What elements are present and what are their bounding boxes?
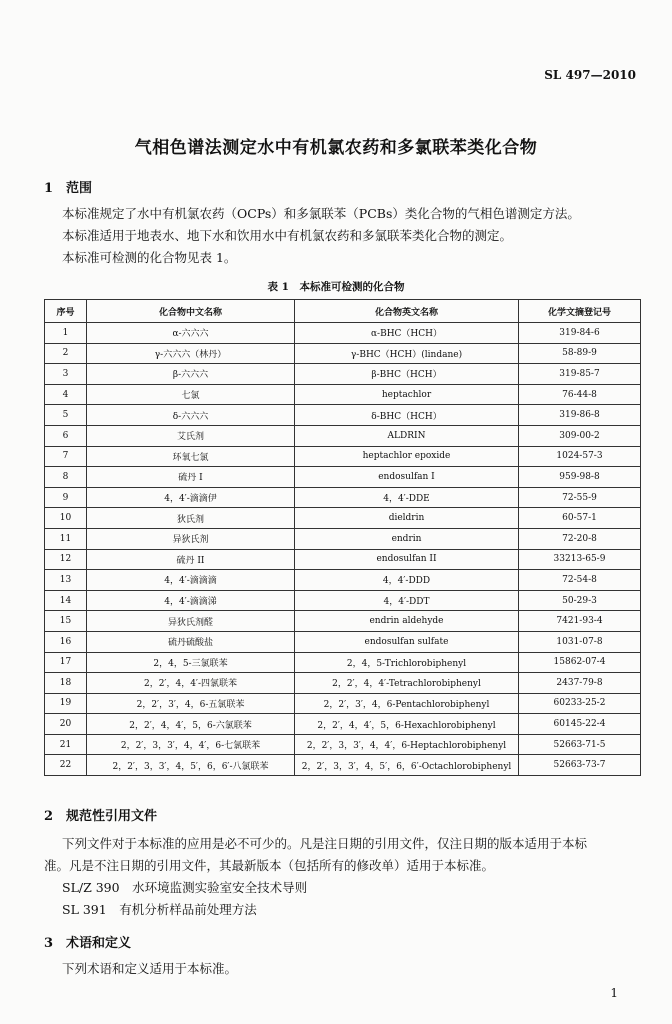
row-number: 9: [45, 487, 87, 508]
cas-number: 15862-07-4: [519, 652, 641, 673]
table-row: [45, 384, 641, 405]
row-number: 22: [45, 755, 87, 776]
chinese-name: 异狄氏剂醛: [87, 611, 295, 632]
cas-number: 7421-93-4: [519, 611, 641, 632]
cas-number: 72-55-9: [519, 487, 641, 508]
english-name: 4，4′-DDE: [295, 487, 519, 508]
cas-number: 959-98-8: [519, 467, 641, 488]
row-number: 4: [45, 384, 87, 405]
english-name: heptachlor: [295, 384, 519, 405]
chinese-name: 4，4′-滴滴涕: [87, 590, 295, 611]
row-number: 21: [45, 734, 87, 755]
table-row: [45, 673, 641, 694]
cas-number: 58-89-9: [519, 343, 641, 364]
section-title: 规范性引用文件: [66, 809, 158, 824]
table-row: [45, 323, 641, 344]
cas-number: 52663-73-7: [519, 755, 641, 776]
row-number: 12: [45, 549, 87, 570]
row-number: 19: [45, 693, 87, 714]
row-number: 14: [45, 590, 87, 611]
table-row: [45, 611, 641, 632]
header-chinese-name: 化合物中文名称: [87, 300, 295, 323]
page-number: 1: [610, 986, 618, 1000]
chinese-name: 2，2′，4，4′，5，6-六氯联苯: [87, 714, 295, 735]
cas-number: 60145-22-4: [519, 714, 641, 735]
english-name: δ-BHC（HCH）: [295, 405, 519, 426]
english-name: endrin: [295, 528, 519, 549]
section-3-paragraph: 下列术语和定义适用于本标准。: [62, 961, 238, 976]
chinese-name: α-六六六: [87, 323, 295, 344]
english-name: endosulfan II: [295, 549, 519, 570]
section-2-paragraph: 下列文件对于本标准的应用是必不可少的。凡是注日期的引用文件，仅注日期的版本适用于本标: [62, 836, 588, 851]
cas-number: 319-85-7: [519, 364, 641, 385]
cas-number: 60233-25-2: [519, 693, 641, 714]
row-number: 11: [45, 528, 87, 549]
row-number: 3: [45, 364, 87, 385]
row-number: 8: [45, 467, 87, 488]
english-name: 2，2′，3，3′，4，4′，6-Heptachlorobiphenyl: [295, 734, 519, 755]
english-name: 2，4，5-Trichlorobiphenyl: [295, 652, 519, 673]
chinese-name: 2，4，5-三氯联苯: [87, 652, 295, 673]
table-row: [45, 734, 641, 755]
cas-number: 72-20-8: [519, 528, 641, 549]
table-row: [45, 652, 641, 673]
cas-number: 72-54-8: [519, 570, 641, 591]
compound-table: [44, 299, 641, 776]
section-number: 1: [44, 181, 54, 196]
english-name: β-BHC（HCH）: [295, 364, 519, 385]
header-cas-number: 化学文摘登记号: [519, 300, 641, 323]
table-row: [45, 590, 641, 611]
table-row: [45, 364, 641, 385]
table-row: [45, 631, 641, 652]
section-2-heading: [44, 805, 157, 824]
chinese-name: 硫丹硫酸盐: [87, 631, 295, 652]
chinese-name: 异狄氏剂: [87, 528, 295, 549]
english-name: dieldrin: [295, 508, 519, 529]
section-number: 2: [44, 809, 54, 824]
table-row: [45, 405, 641, 426]
table-header-row: [45, 300, 641, 323]
cas-number: 1031-07-8: [519, 631, 641, 652]
chinese-name: 硫丹 I: [87, 467, 295, 488]
table-row: [45, 755, 641, 776]
row-number: 13: [45, 570, 87, 591]
table-row: [45, 570, 641, 591]
chinese-name: γ-六六六（林丹）: [87, 343, 295, 364]
document-title: 气相色谱法测定水中有机氯农药和多氯联苯类化合物: [134, 138, 538, 158]
chinese-name: β-六六六: [87, 364, 295, 385]
section-title: 术语和定义: [66, 936, 132, 951]
section-3-heading: [44, 932, 131, 951]
row-number: 10: [45, 508, 87, 529]
cas-number: 76-44-8: [519, 384, 641, 405]
table-row: [45, 714, 641, 735]
header-number: 序号: [45, 300, 87, 323]
chinese-name: 2，2′，3，3′，4，5′，6，6′-八氯联苯: [87, 755, 295, 776]
cas-number: 319-84-6: [519, 323, 641, 344]
chinese-name: 4，4′-滴滴滴: [87, 570, 295, 591]
row-number: 7: [45, 446, 87, 467]
row-number: 17: [45, 652, 87, 673]
section-1-paragraph: 本标准适用于地表水、地下水和饮用水中有机氯农药和多氯联苯类化合物的测定。: [62, 228, 513, 243]
chinese-name: 4，4′-滴滴伊: [87, 487, 295, 508]
english-name: ALDRIN: [295, 425, 519, 446]
section-1-heading: [44, 177, 92, 196]
cas-number: 60-57-1: [519, 508, 641, 529]
english-name: 2，2′，3′，4，6-Pentachlorobiphenyl: [295, 693, 519, 714]
row-number: 20: [45, 714, 87, 735]
table-caption: 表 1 本标准可检测的化合物: [267, 281, 405, 293]
cas-number: 33213-65-9: [519, 549, 641, 570]
header-english-name: 化合物英文名称: [295, 300, 519, 323]
english-name: α-BHC（HCH）: [295, 323, 519, 344]
row-number: 16: [45, 631, 87, 652]
table-row: [45, 446, 641, 467]
cas-number: 1024-57-3: [519, 446, 641, 467]
table-row: [45, 343, 641, 364]
chinese-name: 七氯: [87, 384, 295, 405]
english-name: 2，2′，3，3′，4，5′，6，6′-Octachlorobiphenyl: [295, 755, 519, 776]
table-body: [45, 323, 641, 776]
chinese-name: 2，2′，4，4′-四氯联苯: [87, 673, 295, 694]
section-1-paragraph: 本标准可检测的化合物见表 1。: [62, 250, 237, 265]
table-row: [45, 528, 641, 549]
table-row: [45, 487, 641, 508]
cas-number: 50-29-3: [519, 590, 641, 611]
section-title: 范围: [66, 181, 93, 196]
row-number: 6: [45, 425, 87, 446]
chinese-name: δ-六六六: [87, 405, 295, 426]
english-name: γ-BHC（HCH）(lindane): [295, 343, 519, 364]
cas-number: 309-00-2: [519, 425, 641, 446]
reference-item: SL 391 有机分析样品前处理方法: [62, 902, 257, 917]
cas-number: 319-86-8: [519, 405, 641, 426]
english-name: 4，4′-DDD: [295, 570, 519, 591]
english-name: heptachlor epoxide: [295, 446, 519, 467]
table-row: [45, 693, 641, 714]
reference-item: SL/Z 390 水环境监测实验室安全技术导则: [62, 880, 308, 895]
section-2-paragraph: 准。凡是不注日期的引用文件，其最新版本（包括所有的修改单）适用于本标准。: [44, 858, 495, 873]
chinese-name: 2，2′，3′，4，6-五氯联苯: [87, 693, 295, 714]
row-number: 15: [45, 611, 87, 632]
cas-number: 52663-71-5: [519, 734, 641, 755]
row-number: 2: [45, 343, 87, 364]
chinese-name: 环氧七氯: [87, 446, 295, 467]
english-name: 2，2′，4，4′-Tetrachlorobiphenyl: [295, 673, 519, 694]
english-name: endrin aldehyde: [295, 611, 519, 632]
english-name: 4，4′-DDT: [295, 590, 519, 611]
chinese-name: 硫丹 II: [87, 549, 295, 570]
chinese-name: 2，2′，3，3′，4，4′，6-七氯联苯: [87, 734, 295, 755]
section-1-paragraph: 本标准规定了水中有机氯农药（OCPs）和多氯联苯（PCBs）类化合物的气相色谱测定方法。: [62, 206, 580, 221]
cas-number: 2437-79-8: [519, 673, 641, 694]
chinese-name: 狄氏剂: [87, 508, 295, 529]
chinese-name: 艾氏剂: [87, 425, 295, 446]
row-number: 18: [45, 673, 87, 694]
table-row: [45, 508, 641, 529]
table-row: [45, 425, 641, 446]
table-row: [45, 467, 641, 488]
row-number: 1: [45, 323, 87, 344]
row-number: 5: [45, 405, 87, 426]
english-name: endosulfan I: [295, 467, 519, 488]
english-name: endosulfan sulfate: [295, 631, 519, 652]
table-row: [45, 549, 641, 570]
english-name: 2，2′，4，4′，5，6-Hexachlorobiphenyl: [295, 714, 519, 735]
section-number: 3: [44, 936, 54, 951]
standard-code: SL 497—2010: [544, 68, 636, 82]
